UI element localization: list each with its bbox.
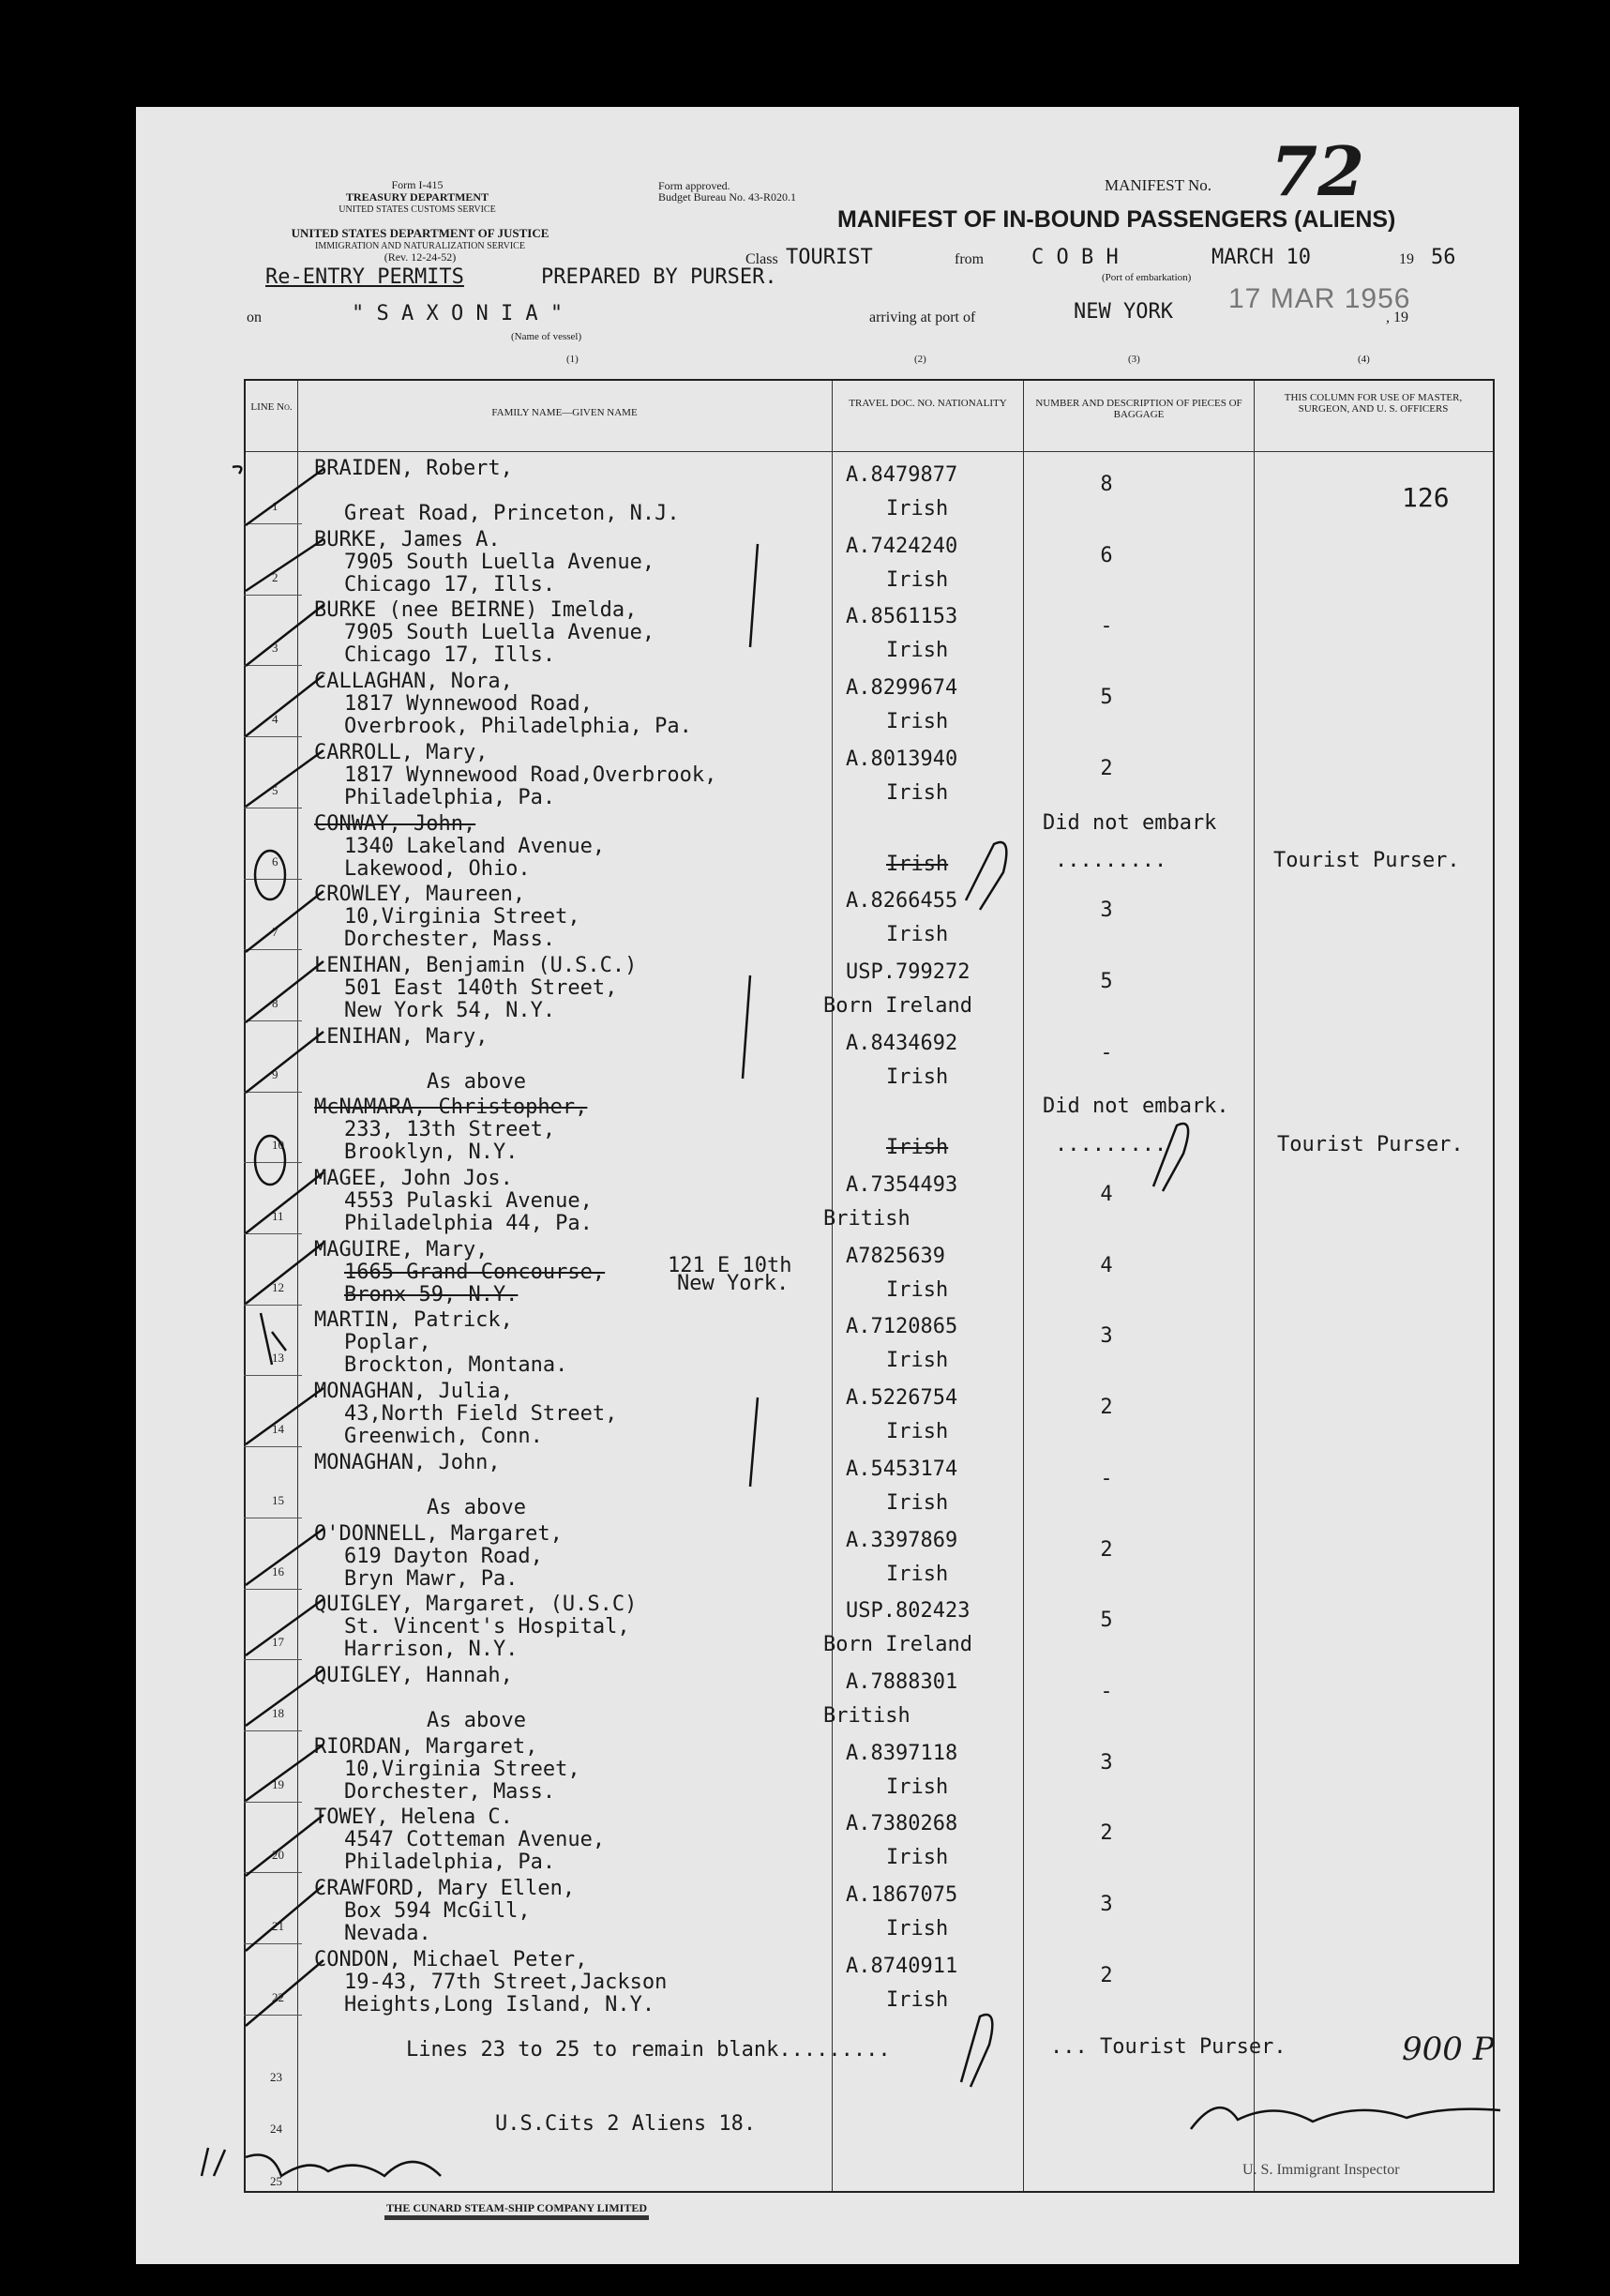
line-number: 5 bbox=[272, 783, 278, 797]
line-number: 18 bbox=[272, 1706, 284, 1720]
address-line-1: Box 594 McGill, bbox=[344, 1899, 531, 1923]
passenger-name: CROWLEY, Maureen, bbox=[314, 883, 526, 906]
port-of-embarkation: C O B H bbox=[1031, 246, 1119, 269]
baggage-count: 4 bbox=[1100, 1254, 1113, 1277]
address-line-2: New York 54, N.Y. bbox=[344, 999, 556, 1022]
line-number: 16 bbox=[272, 1564, 284, 1578]
inspector-signature bbox=[1191, 2107, 1500, 2129]
time-note: 900 P bbox=[1402, 2031, 1495, 2068]
address-line-2: Philadelphia, Pa. bbox=[344, 1850, 556, 1874]
from-label: from bbox=[955, 251, 985, 267]
col-head-baggage: NUMBER AND DESCRIPTION OF PIECES OF BAGGAGE bbox=[1035, 398, 1242, 420]
tick-mark bbox=[246, 675, 324, 736]
maguire-new-address: 121 E 10th bbox=[668, 1254, 792, 1277]
purser-dots-6: ......... bbox=[1055, 849, 1167, 872]
address-line-2: As above bbox=[427, 1496, 526, 1519]
embark-date: MARCH 10 bbox=[1211, 246, 1311, 269]
travel-doc-number: A.7888301 bbox=[846, 1670, 958, 1694]
tick-mark bbox=[246, 1032, 324, 1093]
address-line-1: 4553 Pulaski Avenue, bbox=[344, 1189, 593, 1213]
form-approved: Form approved. bbox=[658, 179, 730, 192]
baggage-count: 3 bbox=[1100, 1324, 1113, 1348]
passenger-name: MONAGHAN, Julia, bbox=[314, 1380, 513, 1403]
line-number: 14 bbox=[272, 1422, 284, 1436]
travel-doc-number: A.8740911 bbox=[846, 1955, 958, 1978]
passenger-name: BRAIDEN, Robert, bbox=[314, 457, 513, 480]
initials bbox=[966, 842, 1006, 910]
address-line-1: 1665 Grand Concourse, bbox=[344, 1261, 606, 1284]
year-prefix: 19 bbox=[1399, 251, 1414, 267]
col-head-line-no: LINE No. bbox=[250, 401, 293, 413]
baggage-count: 6 bbox=[1100, 544, 1113, 567]
tick-mark bbox=[246, 1885, 324, 1951]
vessel-caption: (Name of vessel) bbox=[511, 331, 582, 342]
year-value: 56 bbox=[1431, 246, 1456, 269]
revision: (Rev. 12-24-52) bbox=[384, 250, 457, 264]
passenger-name: BURKE, James A. bbox=[314, 528, 501, 551]
treasury-dept: TREASURY DEPARTMENT bbox=[345, 190, 489, 204]
nationality: Irish bbox=[886, 1491, 949, 1515]
baggage-count: - bbox=[1100, 1467, 1113, 1490]
nationality: Irish bbox=[886, 1988, 949, 2012]
vessel-name: " S A X O N I A " bbox=[352, 302, 564, 325]
nationality: Irish bbox=[886, 853, 949, 876]
manifest-title: MANIFEST OF IN-BOUND PASSENGERS (ALIENS) bbox=[837, 206, 1396, 233]
purser-label-6: Tourist Purser. bbox=[1273, 849, 1460, 872]
tick-mark bbox=[246, 1669, 324, 1726]
line-number: 8 bbox=[272, 996, 278, 1010]
purser-dots-10: ......... bbox=[1055, 1133, 1167, 1156]
line-number: 1 bbox=[272, 499, 278, 513]
baggage-count: 3 bbox=[1100, 1751, 1113, 1775]
tick-mark bbox=[233, 466, 241, 474]
nationality: Irish bbox=[886, 639, 949, 662]
address-line-1: 10,Virginia Street, bbox=[344, 1758, 580, 1781]
passenger-name: CARROLL, Mary, bbox=[314, 741, 489, 764]
tick-mark bbox=[246, 1172, 324, 1233]
nationality: Irish bbox=[886, 781, 949, 805]
line-number: 3 bbox=[272, 641, 278, 655]
line-number: 2 bbox=[272, 570, 278, 584]
nationality: Irish bbox=[886, 923, 949, 946]
baggage-count: - bbox=[1100, 1041, 1113, 1065]
tick-mark bbox=[246, 961, 324, 1022]
passenger-name: MONAGHAN, John, bbox=[314, 1451, 501, 1474]
line-number: 23 bbox=[270, 2070, 282, 2084]
date-stamp: 17 MAR 1956 bbox=[1228, 283, 1411, 314]
travel-doc-number: A.8434692 bbox=[846, 1032, 958, 1055]
address-line-1: 501 East 140th Street, bbox=[344, 976, 618, 1000]
travel-doc-number: A.8561153 bbox=[846, 605, 958, 628]
nationality: Born Ireland bbox=[823, 994, 972, 1018]
arriving-label: arriving at port of bbox=[869, 310, 976, 325]
nationality: Irish bbox=[886, 497, 949, 521]
line-number: 11 bbox=[272, 1209, 284, 1223]
baggage-count: 4 bbox=[1100, 1183, 1113, 1206]
tick-mark bbox=[246, 1388, 324, 1444]
travel-doc-number: A.8299674 bbox=[846, 676, 958, 700]
line-number: 6 bbox=[272, 854, 278, 869]
address-line-2: Philadelphia, Pa. bbox=[344, 786, 556, 809]
passenger-name: CRAWFORD, Mary Ellen, bbox=[314, 1877, 576, 1900]
inspector-label: U. S. Immigrant Inspector bbox=[1242, 2162, 1400, 2178]
passenger-name: MARTIN, Patrick, bbox=[314, 1308, 513, 1332]
tick-mark bbox=[246, 1243, 324, 1304]
travel-doc-number: A.1867075 bbox=[846, 1883, 958, 1907]
address-line-2: Harrison, N.Y. bbox=[344, 1638, 519, 1661]
circle-mark bbox=[255, 851, 285, 899]
class-label: Class bbox=[745, 251, 778, 267]
line-number: 7 bbox=[272, 925, 278, 939]
embark-note: Did not embark bbox=[1043, 811, 1217, 835]
baggage-count: 2 bbox=[1100, 1821, 1113, 1845]
travel-doc-number: A.7354493 bbox=[846, 1173, 958, 1197]
baggage-count: 5 bbox=[1100, 686, 1113, 709]
tick-mark bbox=[246, 539, 324, 591]
line-number: 15 bbox=[272, 1493, 284, 1507]
nationality: Irish bbox=[886, 568, 949, 592]
prepared-by-purser: PREPARED BY PURSER. bbox=[541, 265, 777, 289]
address-line-2: Philadelphia 44, Pa. bbox=[344, 1212, 593, 1235]
address-line-1: Poplar, bbox=[344, 1331, 431, 1354]
address-line-2: Brooklyn, N.Y. bbox=[344, 1140, 519, 1164]
passenger-name: CONDON, Michael Peter, bbox=[314, 1948, 588, 1971]
col-head-travel-doc: TRAVEL DOC. NO. NATIONALITY bbox=[849, 398, 1007, 409]
travel-doc-number: A7825639 bbox=[846, 1245, 945, 1268]
travel-doc-number: A.8013940 bbox=[846, 748, 958, 771]
line-number: 20 bbox=[272, 1848, 284, 1862]
nationality: Irish bbox=[886, 1775, 949, 1799]
tick-mark bbox=[246, 1745, 324, 1801]
budget-bureau: Budget Bureau No. 43-R020.1 bbox=[658, 190, 796, 204]
nationality: Irish bbox=[886, 1136, 949, 1159]
baggage-count: 2 bbox=[1100, 1396, 1113, 1419]
line-number: 10 bbox=[272, 1138, 284, 1152]
col-head-name: FAMILY NAME—GIVEN NAME bbox=[491, 407, 638, 418]
company-name: THE CUNARD STEAM-SHIP COMPANY LIMITED bbox=[384, 2201, 649, 2220]
baggage-count: 5 bbox=[1100, 1609, 1113, 1632]
embark-note: Did not embark. bbox=[1043, 1095, 1229, 1118]
address-line-1: 10,Virginia Street, bbox=[344, 905, 580, 929]
tick-mark bbox=[246, 891, 324, 952]
address-line-1: 1340 Lakeland Avenue, bbox=[344, 835, 606, 858]
col-num-2: (2) bbox=[914, 354, 926, 365]
passenger-name: LENIHAN, Mary, bbox=[314, 1025, 489, 1049]
address-line-2: Nevada. bbox=[344, 1922, 431, 1945]
passenger-name: MAGEE, John Jos. bbox=[314, 1167, 513, 1190]
passenger-name: TOWEY, Helena C. bbox=[314, 1805, 513, 1829]
baggage-count: - bbox=[1100, 1680, 1113, 1703]
line-number: 9 bbox=[272, 1067, 278, 1081]
travel-doc-number: USP.802423 bbox=[846, 1599, 971, 1623]
baggage-count: 3 bbox=[1100, 899, 1113, 922]
manifest-label: MANIFEST No. bbox=[1105, 176, 1211, 194]
baggage-count: 5 bbox=[1100, 970, 1113, 993]
address-line-1: 619 Dayton Road, bbox=[344, 1545, 543, 1568]
tick-mark bbox=[246, 750, 324, 807]
initials bbox=[1153, 1124, 1188, 1191]
line-number: 4 bbox=[272, 712, 278, 726]
line-number: 12 bbox=[272, 1280, 284, 1294]
address-line-2: As above bbox=[427, 1070, 526, 1094]
manifest-number: 72 bbox=[1271, 131, 1365, 211]
baggage-count: 2 bbox=[1100, 757, 1113, 780]
passenger-name: CALLAGHAN, Nora, bbox=[314, 670, 513, 693]
nationality: Irish bbox=[886, 710, 949, 733]
col-num-1: (1) bbox=[566, 354, 579, 365]
address-line-1: 7905 South Luella Avenue, bbox=[344, 621, 655, 644]
nationality: Born Ireland bbox=[823, 1633, 972, 1656]
nationality: Irish bbox=[886, 1563, 949, 1586]
address-line-1: 233, 13th Street, bbox=[344, 1118, 556, 1141]
address-line-2: Overbrook, Philadelphia, Pa. bbox=[344, 715, 692, 738]
customs-service: UNITED STATES CUSTOMS SERVICE bbox=[339, 204, 496, 215]
nationality: British bbox=[823, 1207, 910, 1231]
line-number: 21 bbox=[272, 1919, 284, 1933]
address-line-1: 43,North Field Street, bbox=[344, 1402, 618, 1426]
circle-mark bbox=[255, 1136, 285, 1185]
ins-service: IMMIGRATION AND NATURALIZATION SERVICE bbox=[315, 241, 525, 251]
passenger-name: BURKE (nee BEIRNE) Imelda, bbox=[314, 598, 638, 622]
baggage-count: 8 bbox=[1100, 473, 1113, 496]
address-line-2: Great Road, Princeton, N.J. bbox=[344, 502, 680, 525]
baggage-count: 3 bbox=[1100, 1893, 1113, 1916]
blank-lines-note: Lines 23 to 25 to remain blank......... bbox=[406, 2038, 891, 2062]
address-line-2: Dorchester, Mass. bbox=[344, 928, 556, 951]
address-line-2: Dorchester, Mass. bbox=[344, 1780, 556, 1804]
tick-mark bbox=[246, 1529, 324, 1585]
line-number: 13 bbox=[272, 1351, 284, 1365]
nationality: Irish bbox=[886, 1420, 949, 1443]
line-number: 24 bbox=[270, 2122, 282, 2136]
maguire-new-city: New York. bbox=[677, 1272, 790, 1295]
travel-doc-number: USP.799272 bbox=[846, 960, 971, 984]
passenger-name: QUIGLEY, Margaret, (U.S.C) bbox=[314, 1593, 638, 1616]
tick-mark bbox=[246, 1960, 324, 2026]
travel-doc-number: A.5453174 bbox=[846, 1458, 958, 1481]
address-line-2: Heights,Long Island, N.Y. bbox=[344, 1993, 655, 2017]
address-line-2: Bronx 59, N.Y. bbox=[344, 1283, 519, 1307]
travel-doc-number: A.8266455 bbox=[846, 889, 958, 913]
passenger-name: QUIGLEY, Hannah, bbox=[314, 1664, 513, 1687]
arrival-port: NEW YORK bbox=[1074, 300, 1173, 324]
nationality: Irish bbox=[886, 1278, 949, 1302]
line-number: 17 bbox=[272, 1635, 284, 1649]
col-head-officers: THIS COLUMN FOR USE OF MASTER, SURGEON, AND U. S. OFFICERS bbox=[1284, 392, 1463, 415]
col-num-4: (4) bbox=[1358, 354, 1370, 365]
baggage-count: - bbox=[1100, 614, 1113, 638]
nationality: British bbox=[823, 1704, 910, 1728]
purser-label-10: Tourist Purser. bbox=[1277, 1133, 1464, 1156]
nationality: Irish bbox=[886, 1846, 949, 1869]
address-line-1: 7905 South Luella Avenue, bbox=[344, 551, 655, 574]
address-line-2: Chicago 17, Ills. bbox=[344, 643, 556, 667]
tick-mark bbox=[261, 1313, 286, 1365]
initials bbox=[961, 2015, 992, 2087]
tick-mark bbox=[246, 469, 324, 525]
address-line-1: St. Vincent's Hospital, bbox=[344, 1615, 630, 1639]
port-caption: (Port of embarkation) bbox=[1102, 272, 1192, 283]
address-line-2: Lakewood, Ohio. bbox=[344, 857, 531, 881]
baggage-count: 2 bbox=[1100, 1964, 1113, 1987]
travel-doc-number: A.7424240 bbox=[846, 535, 958, 558]
address-line-1: 1817 Wynnewood Road, bbox=[344, 692, 593, 716]
justice-dept: UNITED STATES DEPARTMENT OF JUSTICE bbox=[291, 226, 549, 240]
passenger-name: O'DONNELL, Margaret, bbox=[314, 1522, 563, 1546]
nationality: Irish bbox=[886, 1917, 949, 1941]
passenger-name: McNAMARA, Christopher, bbox=[314, 1095, 588, 1119]
address-line-2: Greenwich, Conn. bbox=[344, 1425, 543, 1448]
line-number: 22 bbox=[272, 1990, 284, 2004]
travel-doc-number: A.7380268 bbox=[846, 1812, 958, 1835]
tick-mark bbox=[246, 1599, 324, 1655]
address-line-1: 1817 Wynnewood Road,Overbrook, bbox=[344, 763, 717, 787]
travel-doc-number: A.8479877 bbox=[846, 463, 958, 487]
form-number: Form I-415 bbox=[391, 178, 444, 191]
nationality: Irish bbox=[886, 1349, 949, 1372]
totals: U.S.Cits 2 Aliens 18. bbox=[495, 2112, 757, 2136]
blank-lines-purser: ... Tourist Purser. bbox=[1050, 2035, 1286, 2059]
tick-mark bbox=[246, 1815, 324, 1876]
reentry-permits: Re-ENTRY PERMITS bbox=[265, 265, 464, 289]
travel-doc-number: A.8397118 bbox=[846, 1742, 958, 1765]
baggage-count: 2 bbox=[1100, 1538, 1113, 1562]
officer-note: 126 bbox=[1402, 482, 1450, 513]
col-num-3: (3) bbox=[1128, 354, 1140, 365]
passenger-name: MAGUIRE, Mary, bbox=[314, 1238, 489, 1261]
passenger-name: CONWAY, John, bbox=[314, 812, 476, 836]
travel-doc-number: A.3397869 bbox=[846, 1529, 958, 1552]
passenger-name: RIORDAN, Margaret, bbox=[314, 1735, 538, 1759]
address-line-2: Chicago 17, Ills. bbox=[344, 573, 556, 597]
address-line-2: Bryn Mawr, Pa. bbox=[344, 1567, 519, 1591]
passenger-name: LENIHAN, Benjamin (U.S.C.) bbox=[314, 954, 638, 977]
note-signature bbox=[202, 2148, 441, 2176]
address-line-2: Brockton, Montana. bbox=[344, 1353, 568, 1377]
travel-doc-number: A.7120865 bbox=[846, 1315, 958, 1338]
tick-mark bbox=[246, 605, 324, 666]
line-number: 19 bbox=[272, 1777, 284, 1791]
address-line-2: As above bbox=[427, 1709, 526, 1732]
line-number: 25 bbox=[270, 2174, 282, 2188]
nationality: Irish bbox=[886, 1065, 949, 1089]
year2-prefix: , 19 bbox=[1386, 310, 1408, 325]
address-line-1: 4547 Cotteman Avenue, bbox=[344, 1828, 606, 1851]
address-line-1: 19-43, 77th Street,Jackson bbox=[344, 1971, 668, 1994]
travel-doc-number: A.5226754 bbox=[846, 1386, 958, 1410]
on-label: on bbox=[247, 310, 262, 325]
class-value: TOURIST bbox=[786, 246, 873, 269]
